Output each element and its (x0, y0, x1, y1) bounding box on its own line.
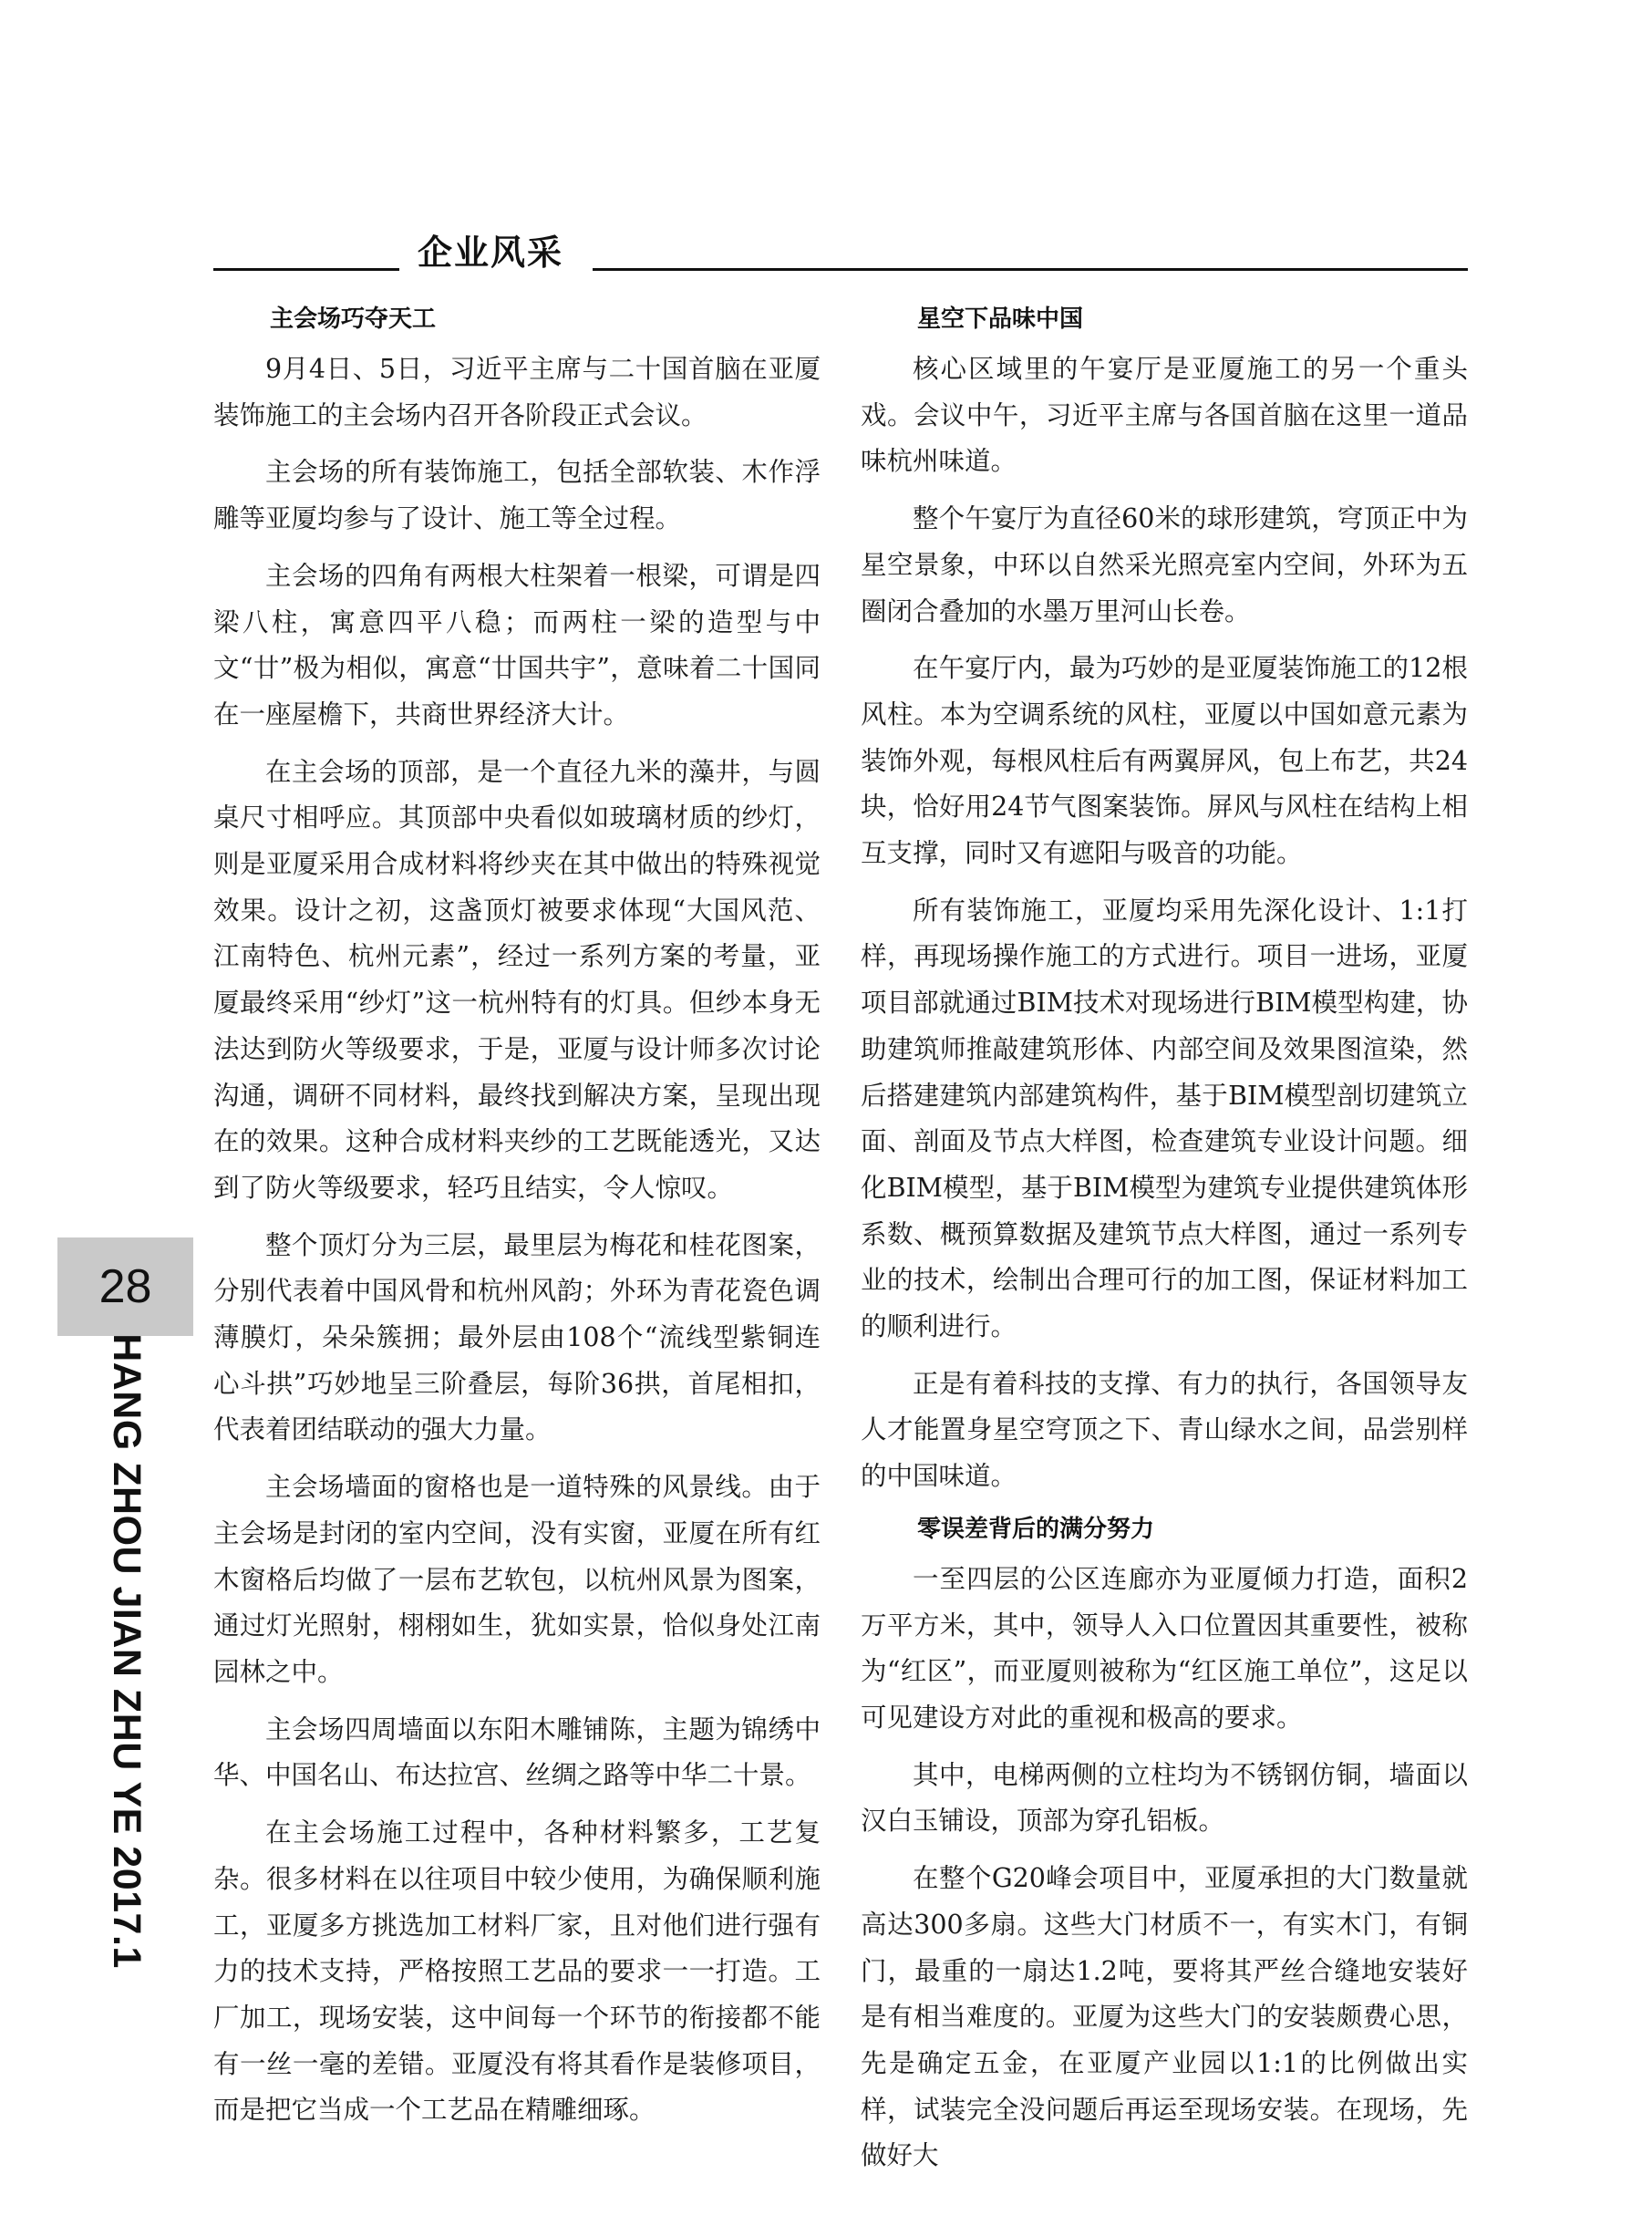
paragraph: 其中，电梯两侧的立柱均为不锈钢仿铜，墙面以汉白玉铺设，顶部为穿孔铝板。 (861, 1759, 1468, 1837)
journal-name: HANG ZHOU JIAN ZHU YE 2017.1 (104, 1332, 149, 1969)
paragraph: 正是有着科技的支撑、有力的执行，各国领导友人才能置身星空穹顶之下、青山绿水之间，品尝别样的中国味道。 (861, 1368, 1468, 1492)
section-title: 企业风采 (418, 233, 564, 273)
paragraph: 主会场墙面的窗格也是一道特殊的风景线。由于主会场是封闭的室内空间，没有实窗，亚厦在所有红木窗格后均做了一层布艺软包，以杭州风景为图案，通过灯光照射，栩栩如生，犹如实景，恰似身处江南园林之中。 (213, 1472, 821, 1687)
paragraph: 一至四层的公区连廊亦为亚厦倾力打造，面积2万平方米，其中，领导人入口位置因其重要性，被称为“红区”，而亚厦则被称为“红区施工单位”，这足以可见建设方对此的重视和极高的要求。 (861, 1563, 1468, 1733)
paragraph: 核心区域里的午宴厅是亚厦施工的另一个重头戏。会议中午，习近平主席与各国首脑在这里一道品味杭州味道。 (861, 354, 1468, 477)
header-rule-left (213, 268, 399, 271)
journal-sidebar (102, 1332, 150, 1969)
header-rule-right (593, 268, 1468, 271)
right-column (861, 301, 1468, 2190)
page-number: 28 (98, 1260, 152, 1313)
paragraph: 在整个G20峰会项目中，亚厦承担的大门数量就高达300多扇。这些大门材质不一，有实木门，有铜门，最重的一扇达1.2吨，要将其严丝合缝地安装好是有相当难度的。亚厦为这些大门的安装颇费心思，先是确定五金，在亚厦产业园以1:1的比例做出实样，试装完全没问题后再运至现场安装。在现场，先做好大 (861, 1863, 1468, 2171)
paragraph: 整个午宴厅为直径60米的球形建筑，穹顶正中为星空景象，中环以自然采光照亮室内空间，外环为五圈闭合叠加的水墨万里河山长卷。 (861, 503, 1468, 626)
paragraph: 主会场四周墙面以东阳木雕铺陈，主题为锦绣中华、中国名山、布达拉宫、丝绸之路等中华二十景。 (213, 1714, 821, 1791)
section-heading: 零误差背后的满分努力 (917, 1515, 1155, 1543)
paragraph: 主会场的所有装饰施工，包括全部软装、木作浮雕等亚厦均参与了设计、施工等全过程。 (213, 457, 821, 534)
paragraph: 在主会场施工过程中，各种材料繁多，工艺复杂。很多材料在以往项目中较少使用，为确保顺利施工，亚厦多方挑选加工材料厂家，且对他们进行强有力的技术支持，严格按照工艺品的要求一一打造。工厂加工，现场安装，这中间每一个环节的衔接都不能有一丝一毫的差错。亚厦没有将其看作是装修项目，而是把它当成一个工艺品在精雕细琢。 (213, 1817, 821, 2126)
paragraph: 整个顶灯分为三层，最里层为梅花和桂花图案，分别代表着中国风骨和杭州风韵；外环为青花瓷色调薄膜灯，朵朵簇拥；最外层由108个“流线型紫铜连心斗拱”巧妙地呈三阶叠层，每阶36拱，首尾相扣，代表着团结联动的强大力量。 (213, 1229, 821, 1445)
paragraph: 9月4日、5日，习近平主席与二十国首脑在亚厦装饰施工的主会场内召开各阶段正式会议。 (213, 354, 821, 430)
section-heading: 星空下品味中国 (917, 305, 1084, 333)
section-heading: 主会场巧夺天工 (270, 305, 437, 333)
paragraph: 所有装饰施工，亚厦均采用先深化设计、1:1打样，再现场操作施工的方式进行。项目一进场，亚厦项目部就通过BIM技术对现场进行BIM模型构建，协助建筑师推敲建筑形体、内部空间及效果图渲染，然后搭建建筑内部建筑构件，基于BIM模型剖切建筑立面、剖面及节点大样图，检查建筑专业设计问题。细化BIM模型，基于BIM模型为建筑专业提供建筑体形系数、概预算数据及建筑节点大样图，通过一系列专业的技术，绘制出合理可行的加工图，保证材料加工的顺利进行。 (861, 895, 1468, 1342)
page-number-tab (57, 1237, 193, 1336)
left-column (213, 301, 821, 2145)
paragraph: 主会场的四角有两根大柱架着一根梁，可谓是四梁八柱，寓意四平八稳；而两柱一梁的造型与中文“廿”极为相似，寓意“廿国共宇”，意味着二十国同在一座屋檐下，共商世界经济大计。 (213, 560, 821, 730)
paragraph: 在午宴厅内，最为巧妙的是亚厦装饰施工的12根风柱。本为空调系统的风柱，亚厦以中国如意元素为装饰外观，每根风柱后有两翼屏风，包上布艺，共24块，恰好用24节气图案装饰。屏风与风柱在结构上相互支撑，同时又有遮阳与吸音的功能。 (861, 653, 1468, 869)
paragraph: 在主会场的顶部，是一个直径九米的藻井，与圆桌尺寸相呼应。其顶部中央看似如玻璃材质的纱灯，则是亚厦采用合成材料将纱夹在其中做出的特殊视觉效果。设计之初，这盏顶灯被要求体现“大国风范、江南特色、杭州元素”，经过一系列方案的考量，亚厦最终采用“纱灯”这一杭州特有的灯具。但纱本身无法达到防火等级要求，于是，亚厦与设计师多次讨论沟通，调研不同材料，最终找到解决方案，呈现出现在的效果。这种合成材料夹纱的工艺既能透光，又达到了防火等级要求，轻巧且结实，令人惊叹。 (213, 756, 821, 1203)
